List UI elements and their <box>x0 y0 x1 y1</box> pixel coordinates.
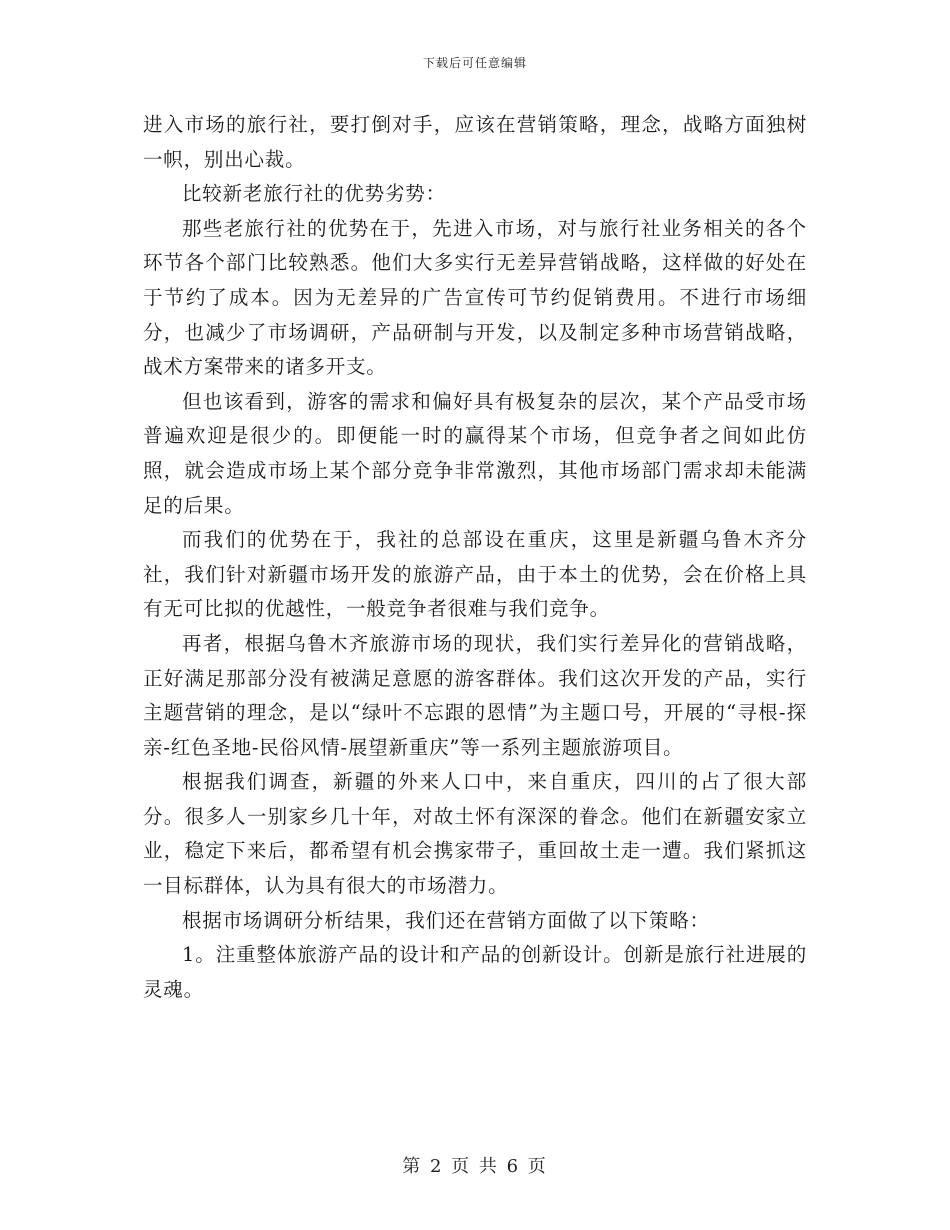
paragraph-3: 那些老旅行社的优势在于，先进入市场，对与旅行社业务相关的各个环节各个部门比较熟悉。他们大多实行无差异营销战略，这样做的好处在于节约了成本。因为无差异的广告宣传可节约促销费用。不进行市场细分，也减少了市场调研，产品研制与开发，以及制定多种市场营销战略，战术方案带来的诸多开支。 <box>143 216 807 379</box>
page-header: 下载后可任意编辑 <box>422 56 527 70</box>
paragraph-5: 而我们的优势在于，我社的总部设在重庆，这里是新疆乌鲁木齐分社，我们针对新疆市场开发的旅游产品，由于本土的优势，会在价格上具有无可比拟的优越性，一般竞争者很难与我们竞争。 <box>143 528 807 621</box>
paragraph-4: 但也该看到，游客的需求和偏好具有极复杂的层次，某个产品受市场普遍欢迎是很少的。即便能一时的赢得某个市场，但竞争者之间如此仿照，就会造成市场上某个部分竞争非常激烈，其他市场部门需求却未能满足的后果。 <box>143 389 807 517</box>
page-number-footer: 第 2 页 共 6 页 <box>402 1156 548 1177</box>
paragraph-8: 根据市场调研分析结果，我们还在营销方面做了以下策略： <box>182 908 710 932</box>
paragraph-7: 根据我们调查，新疆的外来人口中，来自重庆，四川的占了很大部分。很多人一别家乡几十年，对故土怀有深深的眷念。他们在新疆安家立业，稳定下来后，都希望有机会携家带子，重回故土走一遭。我们紧抓这一目标群体，认为具有很大的市场潜力。 <box>143 770 807 898</box>
paragraph-9: 1。注重整体旅游产品的设计和产品的创新设计。创新是旅行社进展的灵魂。 <box>143 943 807 1001</box>
document-body <box>143 108 807 1007</box>
paragraph-1: 进入市场的旅行社，要打倒对手，应该在营销策略，理念，战略方面独树一帜，别出心裁。 <box>143 113 807 171</box>
paragraph-2: 比较新老旅行社的优势劣势： <box>182 182 446 206</box>
paragraph-6: 再者，根据乌鲁木齐旅游市场的现状，我们实行差异化的营销战略，正好满足那部分没有被满足意愿的游客群体。我们这次开发的产品，实行主题营销的理念，是以“绿叶不忘跟的恩情”为主题口号，开展的“寻根-探亲-红色圣地-民俗风情-展望新重庆”等一系列主题旅游项目。 <box>143 631 807 759</box>
